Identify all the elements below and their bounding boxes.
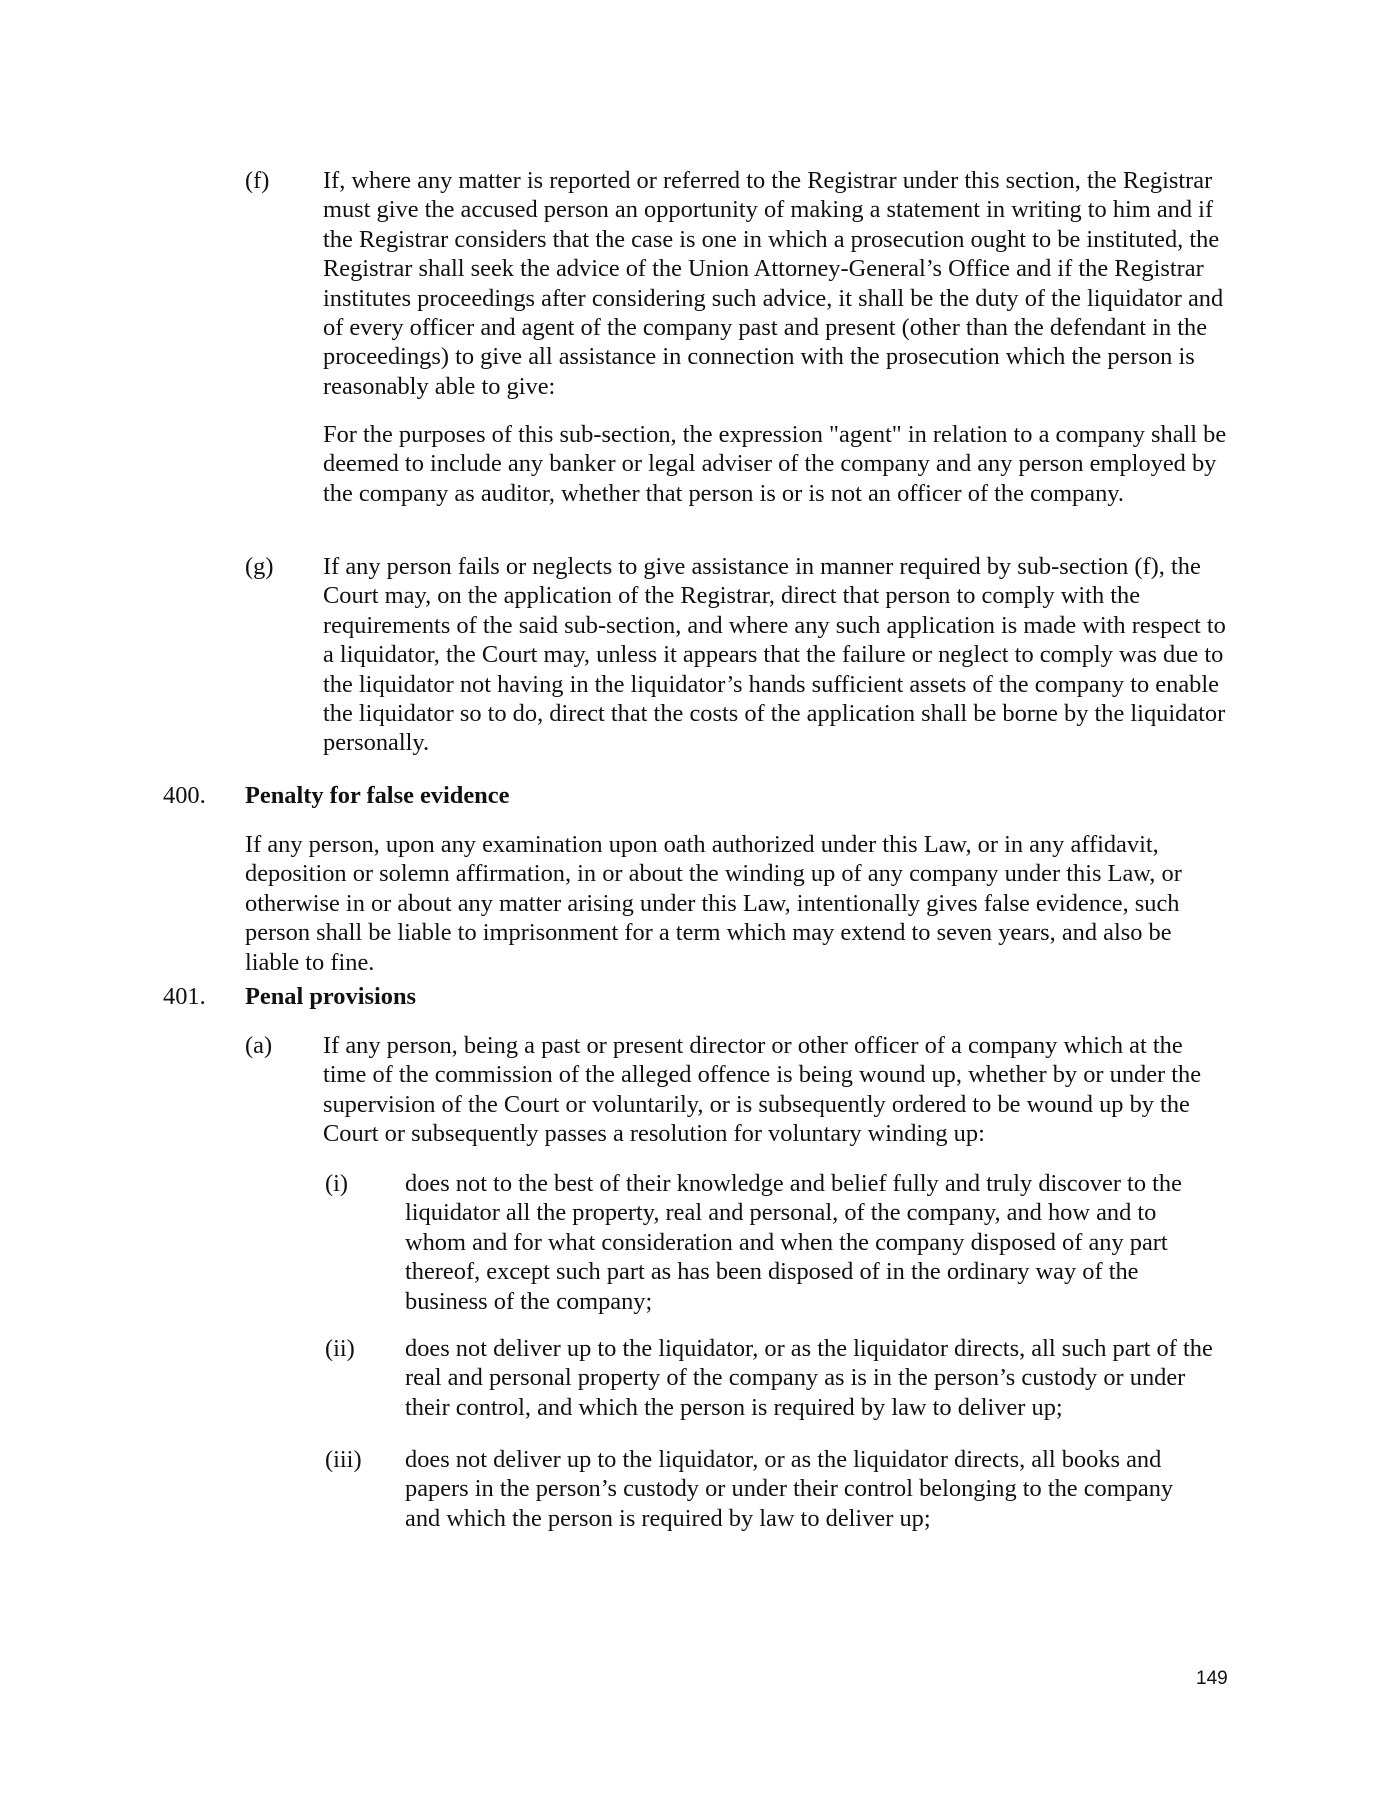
subsection-g-text: If any person fails or neglects to give assistance in manner required by sub-section (f), the Court may, on the application of the Registrar, direct that person to comply with the requirements of the said sub-section, and where any such application is made with respect to a liquidator, the Court may, unless it appears that the failure or neglect to comply was due to the liquidator not having in the liquidator’s hands sufficient assets of the company to enable the liquidator so to do, direct that the costs of the application shall be borne by the liquidator personally. [323,553,1226,757]
section-number-401: 401. [163,983,206,1010]
page-number: 149 [1196,1668,1228,1689]
section-heading-400: Penalty for false evidence [245,782,510,809]
clause-label-ii: (ii) [325,1335,355,1362]
section-heading-401: Penal provisions [245,983,416,1010]
subsection-label-g: (g) [245,553,274,580]
clause-ii-text: does not deliver up to the liquidator, or as the liquidator directs, all such part of the real and personal property of the company as is in the person’s custody or under their control, and which the person is required by law to deliver up; [405,1335,1213,1421]
clause-iii-text: does not deliver up to the liquidator, or as the liquidator directs, all books and papers in the person’s custody or under their control belonging to the company and which the person is required by law to deliver up; [405,1446,1174,1532]
clause-label-iii: (iii) [325,1446,362,1473]
agent-definition-paragraph: For the purposes of this sub-section, the expression "agent" in relation to a company shall be deemed to include any banker or legal adviser of the company and any person employed by the company as auditor, whether that person is or is not an officer of the company. [323,421,1227,507]
subsection-f-text: If, where any matter is reported or referred to the Registrar under this section, the Registrar must give the accused person an opportunity of making a statement in writing to him and if the Registrar considers that the case is one in which a prosecution ought to be instituted, the Registrar shall seek the advice of the Union Attorney-General’s Office and if the Registrar institutes proceedings after considering such advice, it shall be the duty of the liquidator and of every officer and agent of the company past and present (other than the defendant in the proceedings) to give all assistance in connection with the prosecution which the person is reasonably able to give: [323,167,1224,400]
clause-label-i: (i) [325,1170,349,1197]
clause-i-text: does not to the best of their knowledge and belief fully and truly discover to the liquidator all the property, real and personal, of the company, and how and to whom and for what consideration and when the company disposed of any part thereof, except such part as has been disposed of in the ordinary way of the business of the company; [405,1170,1182,1315]
subsection-label-a: (a) [245,1032,273,1059]
section-number-400: 400. [163,782,206,809]
section-400-body: If any person, upon any examination upon oath authorized under this Law, or in any affidavit, deposition or solemn affirmation, in or about the winding up of any company under this Law, or otherwise in or about any matter arising under this Law, intentionally gives false evidence, such person shall be liable to imprisonment for a term which may extend to seven years, and also be liable to fine. [245,831,1182,976]
subsection-label-f: (f) [245,167,270,194]
subsection-a-text: If any person, being a past or present director or other officer of a company which at the time of the commission of the alleged offence is being wound up, whether by or under the supervision of the Court or voluntarily, or is subsequently ordered to be wound up by the Court or subsequently passes a resolution for voluntary winding up: [323,1032,1202,1148]
